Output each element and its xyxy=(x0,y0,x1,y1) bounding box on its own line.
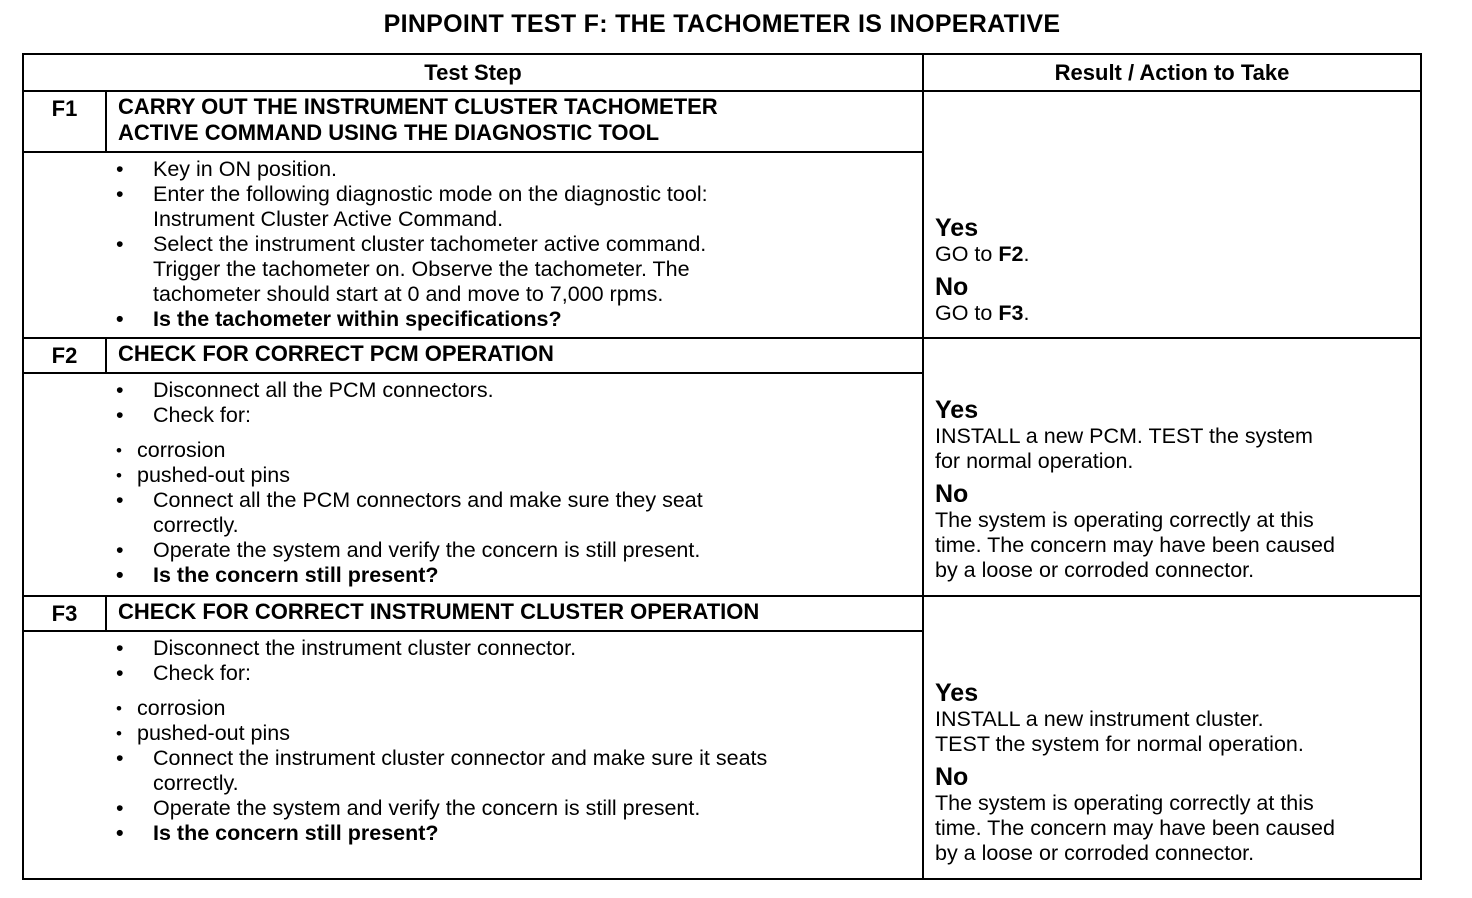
sub-item: • corrosion xyxy=(116,696,922,721)
no-action: The system is operating correctly at this time. The concern may have been caused by a loose or corroded connector. xyxy=(935,508,1335,582)
check-for-sublist xyxy=(116,696,922,746)
instruction-item: • Operate the system and verify the concern is still present. xyxy=(116,796,922,821)
instruction-item: • Connect the instrument cluster connector and make sure it seats correctly. xyxy=(116,746,922,796)
sub-item: • pushed-out pins xyxy=(116,463,922,488)
instruction-item: • Check for: xyxy=(116,403,922,428)
instruction-item: • Key in ON position. xyxy=(116,157,922,182)
step-instructions xyxy=(24,153,924,339)
step-result xyxy=(924,339,1420,597)
instruction-item: • Disconnect all the PCM connectors. xyxy=(116,378,922,403)
step-id: F2 xyxy=(24,339,107,374)
yes-label: Yes xyxy=(935,396,979,424)
yes-action: INSTALL a new instrument cluster. TEST the system for normal operation. xyxy=(935,707,1304,756)
instruction-question: • Is the concern still present? xyxy=(116,563,922,588)
step-heading xyxy=(107,92,924,153)
instruction-item: • Select the instrument cluster tachometer active command. Trigger the tachometer on. Observe the tachometer. The tachometer should start at 0 and move to 7,000 rpms. xyxy=(116,232,922,307)
instruction-item: • Check for: xyxy=(116,661,922,686)
yes-label: Yes xyxy=(935,679,979,707)
instruction-question: • Is the tachometer within specifications? xyxy=(116,307,922,332)
instruction-question: • Is the concern still present? xyxy=(116,821,922,846)
no-label: No xyxy=(935,273,969,301)
instruction-item: • Enter the following diagnostic mode on the diagnostic tool: Instrument Cluster Active Command. xyxy=(116,182,922,232)
step-heading: CHECK FOR CORRECT PCM OPERATION xyxy=(107,339,924,374)
check-for-sublist xyxy=(116,438,922,488)
page-title: PINPOINT TEST F: THE TACHOMETER IS INOPERATIVE xyxy=(383,10,1061,38)
goto-link-f3[interactable]: F3 xyxy=(998,301,1024,325)
step-heading: CHECK FOR CORRECT INSTRUMENT CLUSTER OPERATION xyxy=(107,597,924,632)
sub-item: • corrosion xyxy=(116,438,922,463)
step-result xyxy=(924,597,1420,878)
step-id: F3 xyxy=(24,597,107,632)
no-label: No xyxy=(935,480,969,508)
step-heading-line: ACTIVE COMMAND USING THE DIAGNOSTIC TOOL xyxy=(118,120,660,145)
instruction-item: • Operate the system and verify the concern is still present. xyxy=(116,538,922,563)
no-label: No xyxy=(935,763,969,791)
step-result xyxy=(924,92,1420,339)
yes-label: Yes xyxy=(935,214,979,242)
instruction-item: • Disconnect the instrument cluster connector. xyxy=(116,636,922,661)
column-header-test-step: Test Step xyxy=(24,55,924,92)
goto-link-f2[interactable]: F2 xyxy=(998,242,1024,266)
sub-item: • pushed-out pins xyxy=(116,721,922,746)
no-action: GO to F3. xyxy=(935,301,1030,325)
pinpoint-test-table xyxy=(22,53,1422,880)
instruction-item: • Connect all the PCM connectors and make sure they seat correctly. xyxy=(116,488,922,538)
step-instructions xyxy=(24,374,924,597)
yes-action: GO to F2. xyxy=(935,242,1030,266)
step-heading-line: CARRY OUT THE INSTRUMENT CLUSTER TACHOMETER xyxy=(118,94,718,119)
step-instructions xyxy=(24,632,924,878)
no-action: The system is operating correctly at this time. The concern may have been caused by a loose or corroded connector. xyxy=(935,791,1335,865)
step-id: F1 xyxy=(24,92,107,153)
yes-action: INSTALL a new PCM. TEST the system for normal operation. xyxy=(935,424,1313,473)
column-header-result: Result / Action to Take xyxy=(924,55,1420,92)
